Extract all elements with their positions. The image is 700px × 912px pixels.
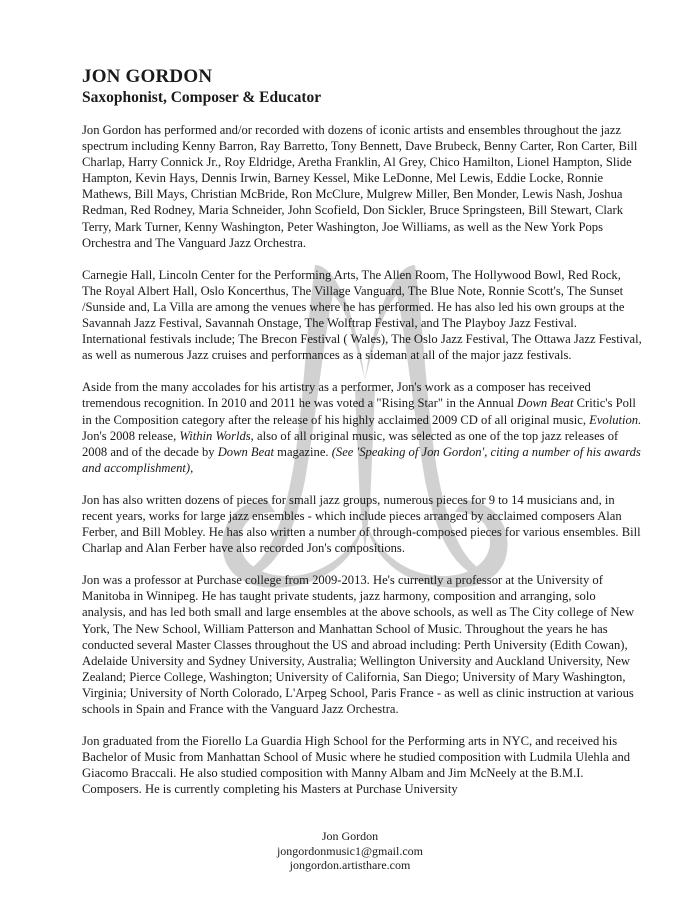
text-run: , xyxy=(190,460,194,475)
bio-paragraph-collaborators: Jon Gordon has performed and/or recorded with dozens of iconic artists and ensembles throughout the jazz spectrum including Kenny Barron, Ray Barretto, Tony Bennett, Dave Brubeck, Benny Carter, Ron Carter, Bill Charlap, Harry Connick Jr., Roy Eldridge, Aretha Franklin, Al Grey, Chico Hamilton, Lionel Hampton, Slide Hampton, Kevin Hays, Dennis Irwin, Barney Kessel, Mike LeDonne, Mel Lewis, Eddie Locke, Ronnie Mathews, Bill Mays, Christian McBride, Ron McClure, Mulgrew Miller, Ben Monder, Lewis Nash, Joshua Redman, Red Rodney, Maria Schneider, John Scofield, Don Sickler, Bruce Springsteen, Bill Stewart, Clark Terry, Mark Turner, Kenny Washington, Peter Washington, Joe Williams, as well as the New York Pops Orchestra and The Vanguard Jazz Orchestra. xyxy=(82,123,638,250)
text-run: Critic's Poll in the Composition category after the release of his highly acclaimed 2009 CD of all original music, xyxy=(82,396,636,427)
text-run: also of all original music, was selected as one of the top jazz releases of 2008 and of the decade by xyxy=(82,428,619,459)
bio-paragraph-venues: Carnegie Hall, Lincoln Center for the Performing Arts, The Allen Room, The Hollywood Bowl, Red Rock, The Royal Albert Hall, Oslo Koncerthus, The Village Vanguard, The Blue Note, Ronnie Scott's, The Sunset /Sunside and, La Villa are among the venues where he has performed. He has also led his own groups at the Savannah Jazz Festival, Savannah Onstage, The Wolftrap Festival, and The Playboy Jazz Festival. International festivals include; The Brecon Festival ( Wales), The Oslo Jazz Festival, The Ottawa Jazz Festival, as well as numerous Jazz cruises and performances as a sideman at all of the major jazz festivals. xyxy=(82,267,642,363)
bio-body xyxy=(82,122,642,813)
footer-name: Jon Gordon xyxy=(321,829,379,843)
album-title: Evolution. xyxy=(589,412,642,427)
page-subtitle: Saxophonist, Composer & Educator xyxy=(82,89,322,106)
footer-website: jongordon.artisthare.com xyxy=(289,858,411,872)
bio-paragraph-teaching: Jon was a professor at Purchase college from 2009-2013. He's currently a professor at the University of Manitoba in Winnipeg. He has taught private students, jazz harmony, composition and arranging, solo analysis, and has led both small and large ensembles at the above schools, as well as The City college of New York, The New School, William Patterson and Manhattan School of Music. Throughout the years he has conducted several Master Classes throughout the US and abroad including: Perth University (Edith Cowan), Adelaide University and Sydney University, Australia; Wellington University and Auckland University, New Zealand; Pierce College, Washington; University of California, San Diego; University of Mary Washington, Virginia; University of North Colorado, L'Arpeg School, Paris France - as well as clinic instruction at various schools in Spain and France with the Vanguard Jazz Orchestra. xyxy=(82,573,635,716)
magazine-title: Down Beat xyxy=(217,444,275,459)
document-header xyxy=(82,66,321,108)
bio-paragraph-compositions: Jon has also written dozens of pieces for small jazz groups, numerous pieces for 9 to 14 musicians and, in recent years, works for large jazz ensembles - which include pieces arranged by acclaimed composers Alan Ferber, and Bill Mobley. He has also written a number of through-composed pieces for various ensembles. Bill Charlap and Alan Ferber have also recorded Jon's compositions. xyxy=(82,492,641,556)
bio-paragraph-composer xyxy=(82,379,642,476)
bio-paragraph-education: Jon graduated from the Fiorello La Guardia High School for the Performing arts in NYC, and received his Bachelor of Music from Manhattan School of Music where he studied composition with Ludmila Ulehla and Giacomo Braccali. He also studied composition with Manny Albam and Jim McNeely at the B.M.I. Composers. He is currently completing his Masters at Purchase University xyxy=(82,734,631,797)
text-run: magazine. xyxy=(274,444,332,459)
album-title: Within Worlds, xyxy=(179,428,254,443)
reference-note: (See 'Speaking of Jon Gordon', citing a number of his awards and accomplishment) xyxy=(82,444,641,475)
text-run: Aside from the many accolades for his artistry as a performer, Jon's work as a composer has received tremendous recognition. In 2010 and 2011 he was voted a "Rising Star" in the Annual xyxy=(82,380,591,411)
magazine-title: Down Beat xyxy=(517,396,574,411)
footer-email: jongordonmusic1@gmail.com xyxy=(276,843,424,858)
contact-footer xyxy=(0,829,700,873)
text-run: Jon's 2008 release, xyxy=(82,428,180,443)
page-title: JON GORDON xyxy=(82,66,213,87)
